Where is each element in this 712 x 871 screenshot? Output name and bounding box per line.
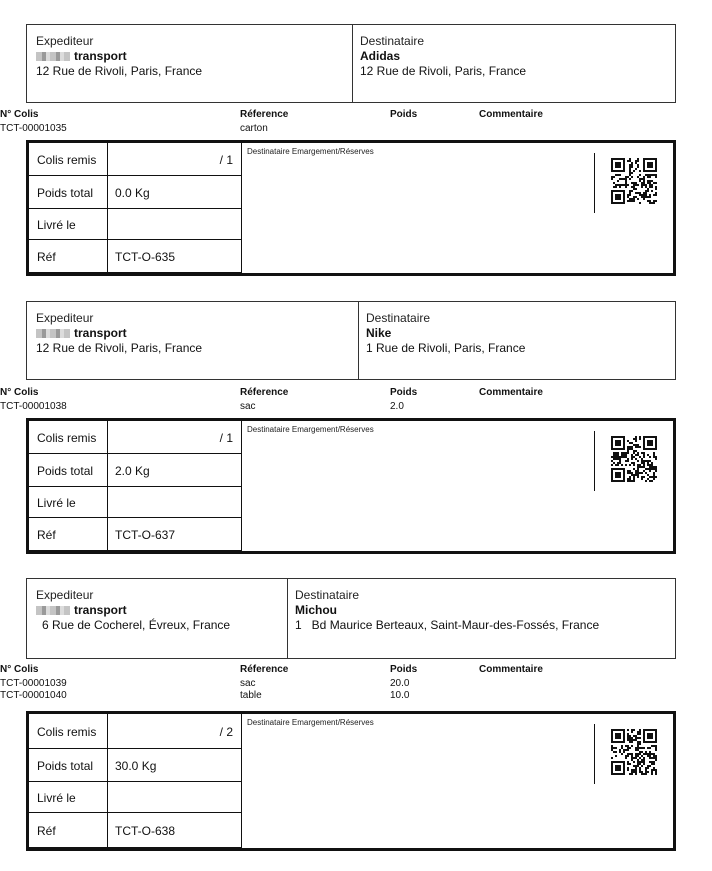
sender-name: transport xyxy=(74,603,127,617)
order-ref: TCT-O-637 xyxy=(115,528,176,542)
parcel-list xyxy=(0,109,676,137)
recipient-name: Nike xyxy=(366,326,392,340)
total-weight: 2.0 Kg xyxy=(115,464,150,478)
qr-code-icon xyxy=(611,158,657,204)
emargement-label: Destinataire Emargement/Réserves xyxy=(247,147,374,156)
signature-box xyxy=(26,140,676,276)
recipient-block xyxy=(360,34,526,79)
colis-count: / 1 xyxy=(219,431,233,445)
livre-le-label: Livré le xyxy=(37,218,76,232)
row-ref xyxy=(29,518,241,551)
livre-le-label: Livré le xyxy=(37,791,76,805)
colis-count: / 1 xyxy=(219,153,233,167)
recipient-address: 1 Rue de Rivoli, Paris, France xyxy=(366,341,526,355)
poids-total-label: Poids total xyxy=(37,464,94,478)
row-ref xyxy=(29,813,241,848)
total-weight: 30.0 Kg xyxy=(115,759,157,773)
signature-box xyxy=(26,711,676,851)
col-header-colis: N° Colis xyxy=(0,387,39,398)
blurred-logo xyxy=(36,606,70,615)
parcel-reference: sac xyxy=(240,678,256,689)
col-header-colis: N° Colis xyxy=(0,109,39,120)
recipient-name: Michou xyxy=(295,603,337,617)
row-colis-remis xyxy=(29,143,241,176)
parcel-reference: sac xyxy=(240,401,256,412)
col-header-poids: Poids xyxy=(390,664,418,675)
sender-label: Expediteur xyxy=(36,311,94,325)
sender-name: transport xyxy=(74,49,127,63)
sender-block xyxy=(36,34,202,79)
recipient-label: Destinataire xyxy=(366,311,431,325)
recipient-label: Destinataire xyxy=(295,588,360,602)
col-header-commentaire: Commentaire xyxy=(479,664,543,675)
sender-block xyxy=(36,588,230,633)
row-colis-remis xyxy=(29,714,241,749)
col-header-reference: Réference xyxy=(240,664,289,675)
col-header-commentaire: Commentaire xyxy=(479,109,543,120)
parcel-number: TCT-00001039 xyxy=(0,678,67,689)
emargement-label: Destinataire Emargement/Réserves xyxy=(247,718,374,727)
ref-label: Réf xyxy=(37,250,56,264)
parcel-weight: 2.0 xyxy=(390,401,404,412)
address-block xyxy=(26,24,676,103)
parcel-weight: 20.0 xyxy=(390,678,410,689)
recipient-label: Destinataire xyxy=(360,34,425,48)
colis-count: / 2 xyxy=(219,725,233,739)
order-ref: TCT-O-638 xyxy=(115,824,176,838)
colis-remis-label: Colis remis xyxy=(37,153,97,167)
parcel-number: TCT-00001035 xyxy=(0,123,67,134)
emargement-label: Destinataire Emargement/Réserves xyxy=(247,425,374,434)
sender-block xyxy=(36,311,202,356)
row-poids-total xyxy=(29,749,241,782)
col-header-poids: Poids xyxy=(390,387,418,398)
ref-label: Réf xyxy=(37,528,56,542)
sender-label: Expediteur xyxy=(36,588,94,602)
recipient-block xyxy=(295,588,599,633)
blurred-logo xyxy=(36,329,70,338)
row-livre-le xyxy=(29,782,241,813)
row-ref xyxy=(29,240,241,273)
sender-address: 12 Rue de Rivoli, Paris, France xyxy=(36,64,203,78)
total-weight: 0.0 Kg xyxy=(115,186,150,200)
colis-remis-label: Colis remis xyxy=(37,431,97,445)
recipient-address: 1 Bd Maurice Berteaux, Saint-Maur-des-Fossés, France xyxy=(295,618,600,632)
livre-le-label: Livré le xyxy=(37,496,76,510)
qr-code-icon xyxy=(611,729,657,775)
parcel-list xyxy=(0,387,676,415)
parcel-number: TCT-00001040 xyxy=(0,690,67,701)
blurred-logo xyxy=(36,52,70,61)
recipient-name: Adidas xyxy=(360,49,401,63)
col-header-reference: Réference xyxy=(240,387,289,398)
parcel-reference: table xyxy=(240,690,262,701)
col-header-reference: Réference xyxy=(240,109,289,120)
colis-remis-label: Colis remis xyxy=(37,725,97,739)
col-header-commentaire: Commentaire xyxy=(479,387,543,398)
address-block xyxy=(26,301,676,380)
order-ref: TCT-O-635 xyxy=(115,250,176,264)
row-colis-remis xyxy=(29,421,241,454)
col-header-poids: Poids xyxy=(390,109,418,120)
sender-name: transport xyxy=(74,326,127,340)
sender-address: 6 Rue de Cocherel, Évreux, France xyxy=(42,618,231,632)
col-header-colis: N° Colis xyxy=(0,664,39,675)
row-poids-total xyxy=(29,176,241,209)
row-poids-total xyxy=(29,454,241,487)
parcel-number: TCT-00001038 xyxy=(0,401,67,412)
signature-box xyxy=(26,418,676,554)
recipient-address: 12 Rue de Rivoli, Paris, France xyxy=(360,64,527,78)
row-livre-le xyxy=(29,487,241,518)
address-block xyxy=(26,578,676,659)
qr-code-icon xyxy=(611,436,657,482)
sender-address: 12 Rue de Rivoli, Paris, France xyxy=(36,341,203,355)
parcel-weight: 10.0 xyxy=(390,690,410,701)
poids-total-label: Poids total xyxy=(37,186,94,200)
parcel-reference: carton xyxy=(240,123,268,134)
parcel-list xyxy=(0,664,676,706)
sender-label: Expediteur xyxy=(36,34,94,48)
row-livre-le xyxy=(29,209,241,240)
recipient-block xyxy=(366,311,525,356)
poids-total-label: Poids total xyxy=(37,759,94,773)
ref-label: Réf xyxy=(37,824,56,838)
